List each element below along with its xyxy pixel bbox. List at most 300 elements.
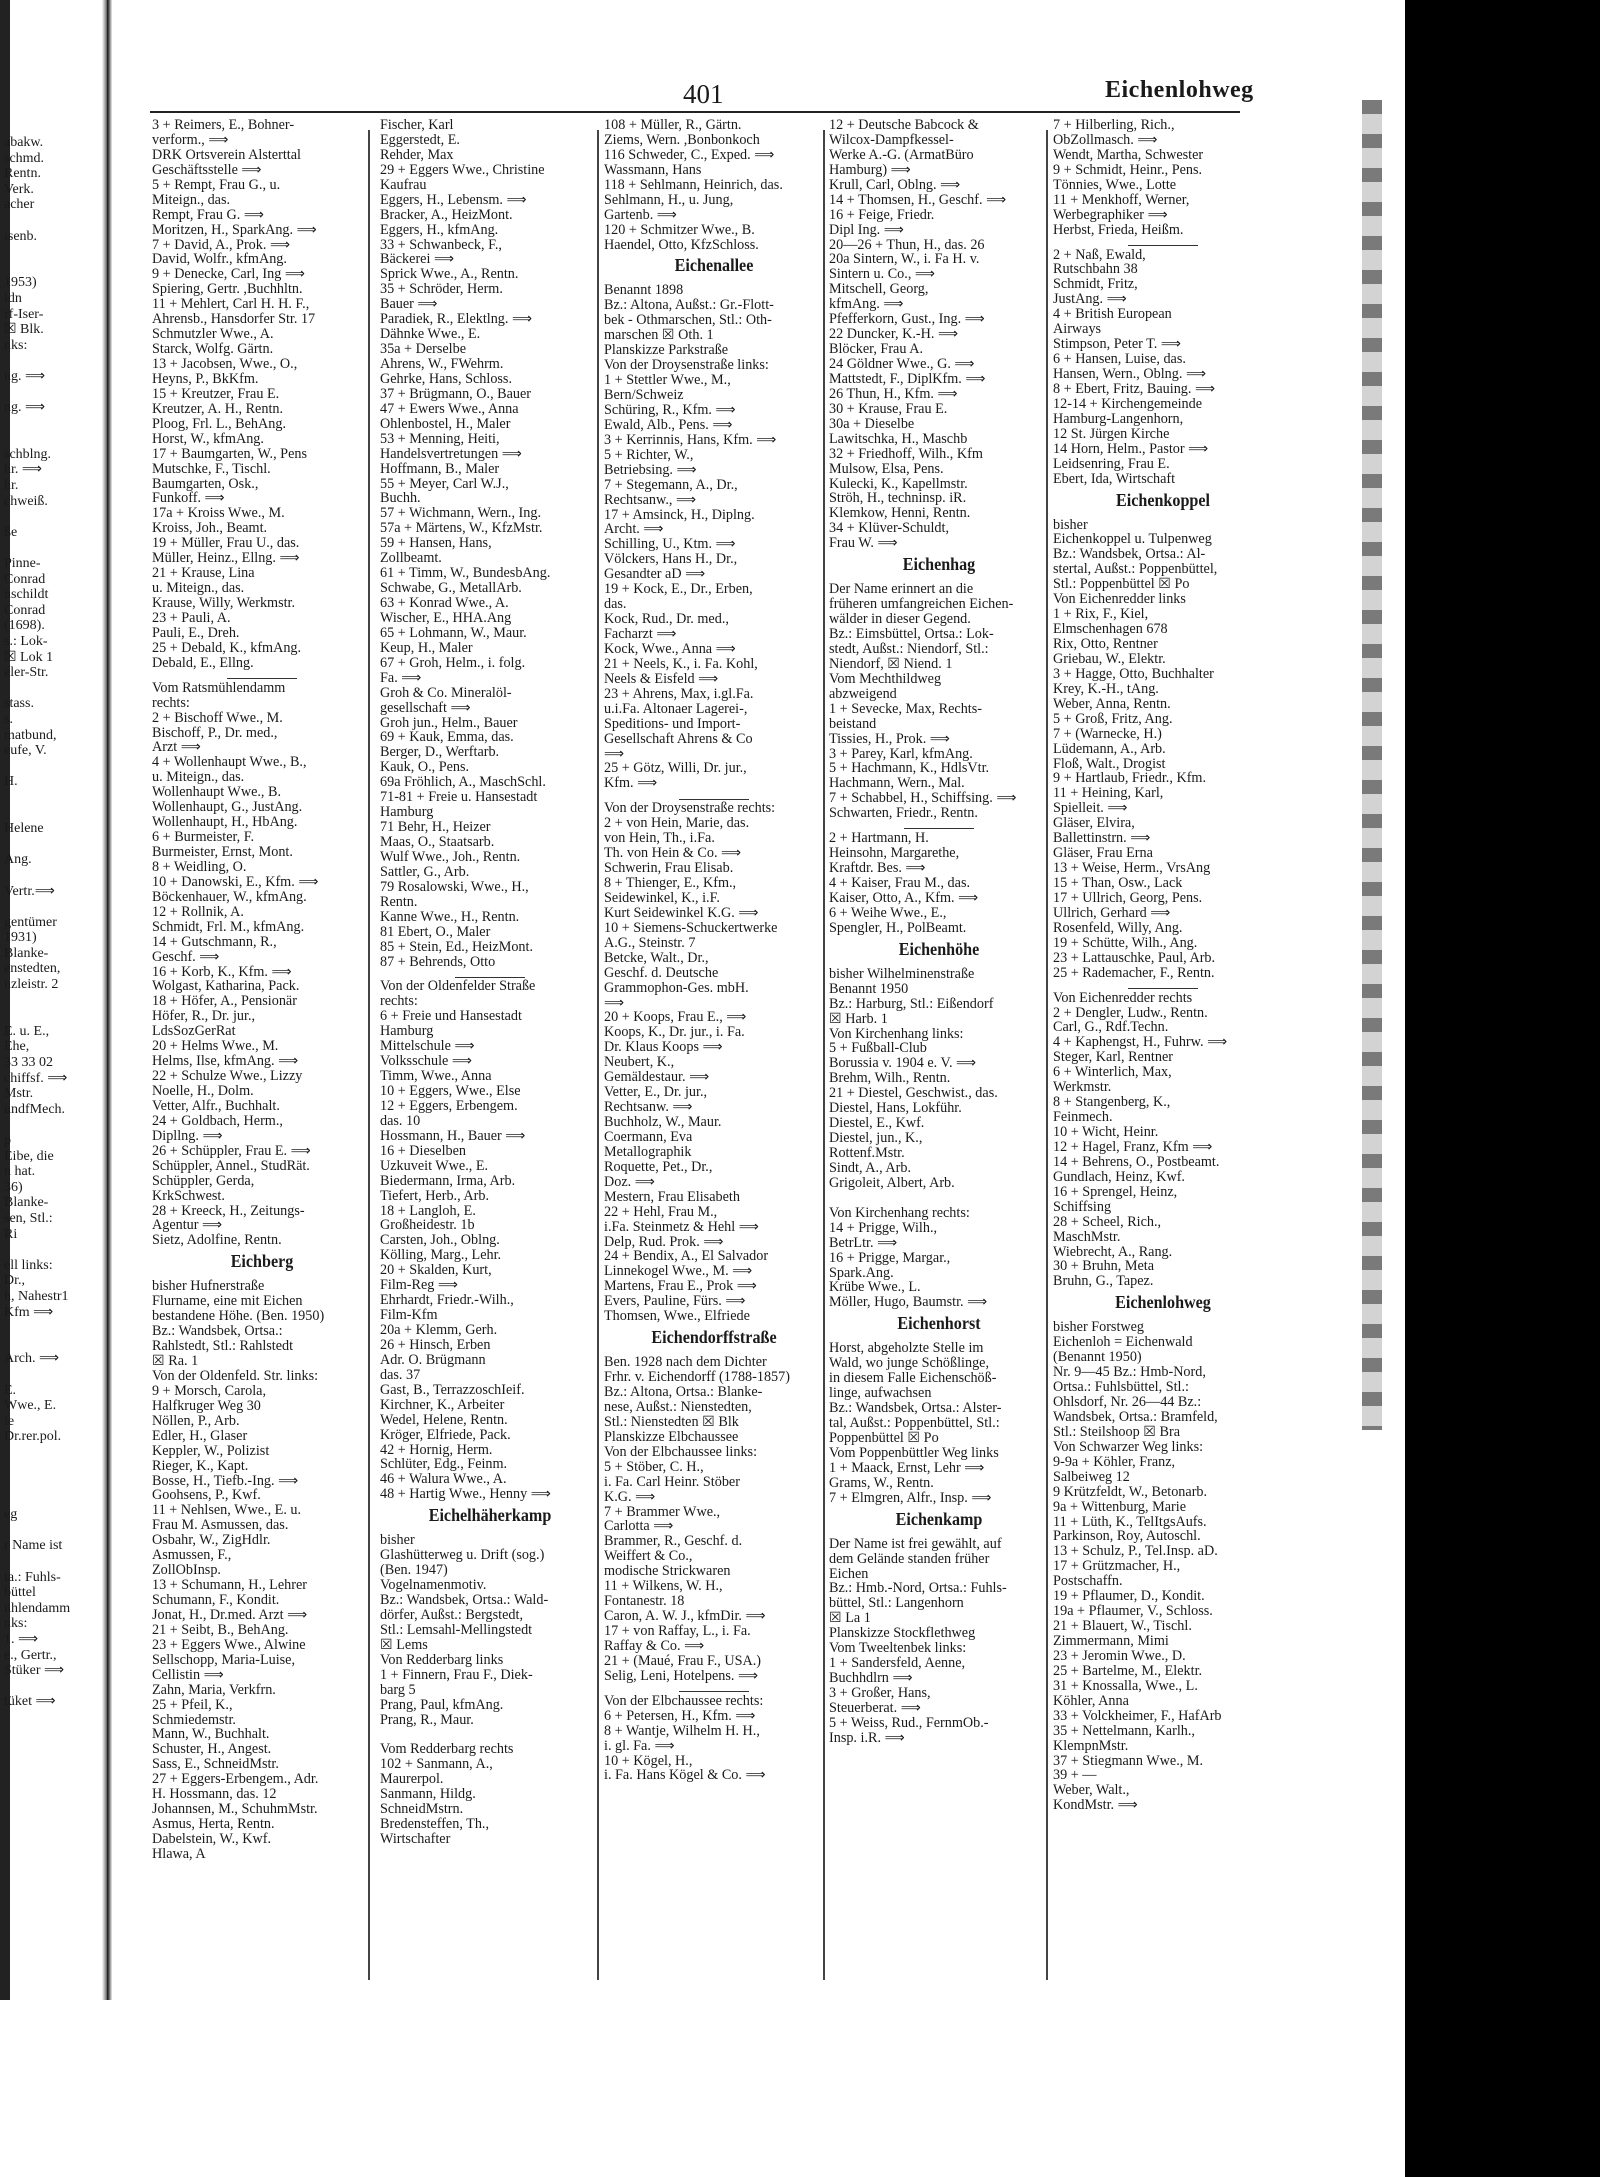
street-heading: Eichenhag (902, 554, 976, 575)
entry-line: Kröger, Elfriede, Pack. (380, 1426, 511, 1443)
entry-line: Hansen, Wern., Oblng. ⟹ (1053, 366, 1207, 382)
entry-line (380, 1727, 600, 1742)
entry-line: Brammer, R., Geschf. d. (604, 1533, 743, 1550)
entry-line: Doz. ⟹ (604, 1173, 656, 1190)
entry-line: Ströh, H., techninsp. iR. (829, 490, 967, 507)
entry-line: 24 + Bendix, A., El Salvador (604, 1248, 769, 1265)
entry-line: Funkoff. ⟹ (152, 490, 225, 507)
entry-line: 13 + Weise, Herm., VrsAng (1053, 860, 1211, 877)
entry-line: Von Schwarzer Weg links: (1053, 1438, 1204, 1455)
street-heading: Eichberg (230, 1251, 294, 1272)
fragment-line (4, 385, 98, 401)
entry-line: 24 + Goldbach, Herm., (152, 1112, 283, 1129)
fragment-line: chweiß. (4, 493, 48, 509)
entry-line: Ortsa.: Fuhlsbüttel, Stl.: (1053, 1379, 1189, 1396)
entry-line: modische Strickwaren (604, 1563, 731, 1580)
entry-line: Klemkow, Henni, Rentn. (829, 505, 971, 522)
street-heading: Eichenkoppel (1116, 489, 1210, 510)
entry-line: Bz.: Altona, Außst.: Gr.-Flott- (604, 297, 774, 314)
entry-line: Dähnke Wwe., E. (380, 326, 481, 343)
entry-line: 20a Sintern, W., i. Fa H. v. (829, 251, 980, 268)
entry-line: Hamburg (380, 804, 434, 821)
fragment-line: ☒ Blk. (4, 322, 44, 338)
entry-line: 3 + Hagge, Otto, Buchhalter (1053, 665, 1214, 682)
entry-line: 102 + Sanmann, A., (380, 1756, 493, 1773)
entry-line: Bz.: Altona, Ortsa.: Blanke- (604, 1384, 763, 1400)
entry-line: 17a + Kroiss Wwe., M. (152, 505, 285, 522)
entry-line: Biedermann, Irma, Arb. (380, 1172, 516, 1189)
fragment-line: gentümer (4, 914, 57, 930)
entry-line: Hamburg) ⟹ (829, 161, 911, 178)
entry-line: 17 + von Raffay, L., i. Fa. (604, 1623, 751, 1639)
entry-line: Blöcker, Frau A. (829, 341, 923, 358)
column-divider (1046, 130, 1048, 1980)
fragment-line: Blanke- (4, 1195, 49, 1211)
entry-line: 3 + Reimers, E., Bohner- (152, 118, 295, 133)
entry-line: Paradiek, R., Elektlng. ⟹ (380, 311, 533, 328)
entry-line: i. gl. Fa. ⟹ (604, 1737, 675, 1754)
entry-line: Carl, G., Rdf.Techn. (1053, 1019, 1169, 1036)
entry-line: Wulf Wwe., Joh., Rentn. (380, 848, 521, 865)
entry-line: bisher Forstweg (1053, 1319, 1145, 1336)
entry-line: Wassmann, Hans (604, 161, 702, 178)
entry-line: dem Gelände standen früher (829, 1550, 990, 1567)
fragment-line: büttel (4, 1585, 36, 1601)
entry-line: 19 + Schütte, Wilh., Ang. (1053, 934, 1198, 951)
fragment-line: Dr., (4, 1273, 25, 1289)
entry-line: rechts: (380, 993, 418, 1010)
fragment-line: 1953) (4, 275, 37, 291)
entry-line: 59 + Hansen, Hans, (380, 535, 492, 552)
street-heading: Eichenhöhe (898, 938, 980, 959)
entry-line: 25 + Debald, K., kfmAng. (152, 639, 302, 656)
entry-line: Zahn, Maria, Verkfrn. (152, 1681, 276, 1698)
entry-line: 39 + — (1053, 1767, 1097, 1784)
entry-line: LdsSozGerRat (152, 1023, 236, 1040)
entry-line: Goohsens, P., Kwf. (152, 1487, 261, 1504)
entry-line: Insp. i.R. ⟹ (829, 1729, 905, 1746)
fragment-line: (1698). (4, 618, 45, 634)
entry-line: ZollObInsp. (152, 1562, 221, 1579)
entry-line: Wendt, Martha, Schwester (1053, 146, 1204, 163)
entry-line: das. (604, 596, 627, 613)
entry-line: 28 + Scheel, Rich., (1053, 1213, 1162, 1230)
fragment-line: Kfm ⟹ (4, 1304, 54, 1320)
entry-line: 22 + Hehl, Frau M., (604, 1203, 718, 1220)
fragment-line (4, 416, 98, 432)
entry-line: Der Name erinnert an die (829, 581, 974, 598)
entry-line: 16 + Sprengel, Heinz, (1053, 1183, 1178, 1200)
entry-line: Bosse, H., Tiefb.-Ing. ⟹ (152, 1472, 299, 1489)
entry-line: 19 + Kock, E., Dr., Erben, (604, 581, 753, 598)
entry-line: 67 + Groh, Helm., i. folg. (380, 654, 526, 671)
entry-line: 116 Schweder, C., Exped. ⟹ (604, 146, 775, 163)
entry-line: Von der Droysenstraße rechts: (604, 800, 776, 817)
entry-line: 30 + Bruhn, Meta (1053, 1258, 1154, 1275)
entry-line: Handelsvertretungen ⟹ (380, 445, 523, 462)
column-divider (368, 130, 370, 1980)
entry-line: Gundlach, Heinz, Kwf. (1053, 1168, 1185, 1185)
entry-line: 22 Duncker, K.-H. ⟹ (829, 326, 959, 343)
entry-line: 15 + Kreutzer, Frau E. (152, 385, 280, 402)
entry-line: Ploog, Frl. L., BehAng. (152, 415, 286, 432)
entry-line: Delp, Rud. Prok. ⟹ (604, 1233, 724, 1250)
fragment-line (4, 681, 98, 697)
entry-line: Von der Oldenfelder Straße (380, 978, 536, 995)
fragment-line: abakw. (4, 135, 44, 150)
fragment-line (4, 759, 98, 775)
section-separator (1053, 238, 1273, 248)
entry-line: 7 + Stegemann, A., Dr., (604, 476, 738, 493)
entry-line: Bz.: Wandsbek, Ortsa.: Al- (1053, 546, 1206, 563)
fragment-line: ☒ Lok 1 (4, 649, 54, 665)
fragment-line: Vertr.⟹ (4, 883, 55, 899)
entry-line: JustAng. ⟹ (1053, 291, 1127, 308)
entry-line: Vetter, Alfr., Buchhalt. (152, 1097, 280, 1114)
entry-line: u. Miteign., das. (152, 769, 245, 786)
entry-line: Betriebsing. ⟹ (604, 461, 697, 478)
entry-line: 13 + Schulz, P., Tel.Insp. aD. (1053, 1543, 1218, 1560)
entry-line: bisher Wilhelminenstraße (829, 965, 975, 982)
fragment-line: ta.: Fuhls- (4, 1569, 61, 1585)
entry-line: 2 + Naß, Ewald, (1053, 246, 1146, 263)
fragment-line (4, 1320, 98, 1336)
entry-line: 20 + Helms Wwe., M. (152, 1038, 279, 1055)
entry-line: verform., ⟹ (152, 131, 229, 148)
fragment-line (4, 1008, 98, 1024)
entry-line: u.i.Fa. Altonaer Lagerei-, (604, 700, 748, 717)
entry-line: 16 + Dieselben (380, 1142, 467, 1159)
entry-line: 5 + Rempt, Frau G., u. (152, 176, 281, 193)
fragment-line: matbund, (4, 727, 57, 743)
entry-line: Schumann, F., Kondit. (152, 1592, 280, 1608)
fragment-line: p (4, 1133, 11, 1148)
entry-line: 24 Göldner Wwe., G. ⟹ (829, 356, 975, 372)
entry-line: Kauk, O., Pens. (380, 759, 470, 776)
entry-line: Höfer, R., Dr. jur., (152, 1008, 256, 1025)
entry-line: Stl.: Lemsahl-Mellingstedt (380, 1621, 533, 1638)
entry-line: Großheidestr. 1b (380, 1217, 475, 1234)
entry-line: Flurname, eine mit Eichen (152, 1293, 303, 1310)
entry-line: 47 + Ewers Wwe., Anna (380, 400, 519, 417)
entry-line: 8 + Thienger, E., Kfm., (604, 875, 737, 891)
entry-line: Mitschell, Georg, (829, 281, 929, 298)
entry-line: Spark.Ang. (829, 1264, 894, 1281)
entry-line: 53 + Menning, Heiti, (380, 430, 500, 447)
fragment-line (4, 353, 98, 369)
entry-line: Ehrhardt, Friedr.-Wilh., (380, 1292, 514, 1309)
fragment-line: Conrad (4, 602, 46, 618)
entry-line: Bz.: Harburg, Stl.: Eißendorf (829, 995, 994, 1012)
entry-line: Keppler, W., Polizist (152, 1442, 270, 1459)
entry-line: David, Wolfr., kfmAng. (152, 251, 287, 268)
fragment-line: Dr.rer.pol. (4, 1429, 62, 1445)
entry-line: Adr. O. Brügmann (380, 1351, 486, 1368)
fragment-line: eufe, V. (4, 743, 47, 759)
entry-line: Pfefferkorn, Gust., Ing. ⟹ (829, 311, 986, 328)
entry-line: Vom Poppenbüttler Weg links (829, 1444, 999, 1461)
entry-line: Roquette, Pet., Dr., (604, 1158, 713, 1175)
entry-line: 37 + Brügmann, O., Bauer (380, 385, 532, 402)
entry-line: ⟹ (604, 745, 625, 762)
fragment-line: Ri (4, 1226, 18, 1242)
entry-line: Rutschbahn 38 (1053, 261, 1138, 278)
entry-line: 57a + Märtens, W., KfzMstr. (380, 520, 543, 537)
entry-line: 17 + Baumgarten, W., Pens (152, 445, 307, 462)
entry-line: 11 + Heining, Karl, (1053, 785, 1164, 802)
column-2 (380, 118, 600, 1998)
entry-line: Rieger, K., Kapt. (152, 1457, 249, 1474)
entry-line: Sehlmann, H., u. Jung, (604, 191, 734, 208)
fragment-line: ng. ⟹ (4, 400, 46, 416)
entry-line: 5 + Hachmann, K., HdlsVtr. (829, 760, 990, 777)
fragment-line: nzleistr. 2 (4, 977, 59, 993)
entry-line: 4 + Wollenhaupt Wwe., B., (152, 754, 307, 771)
entry-line: Zimmermann, Mimi (1053, 1633, 1169, 1649)
entry-line: Geschf. d. Deutsche (604, 964, 719, 981)
entry-line: 34 + Klüver-Schuldt, (829, 520, 950, 537)
entry-line: Steuerberat. ⟹ (829, 1699, 922, 1716)
fragment-line: Wwe., E. (4, 1398, 57, 1414)
fragment-line: Ang. (4, 852, 32, 868)
entry-line: Gartenb. ⟹ (604, 206, 678, 223)
fragment-line (4, 1242, 98, 1258)
entry-line: Maurerpol. (380, 1771, 444, 1788)
entry-line: 10 + Siemens-Schuckertwerke (604, 919, 778, 936)
entry-line: 10 + Wicht, Heinr. (1053, 1124, 1159, 1140)
entry-line: 9 + Morsch, Carola, (152, 1382, 266, 1399)
entry-line: linge, aufwachsen (829, 1385, 932, 1402)
entry-line: Airways (1053, 321, 1102, 338)
entry-line: 5 + Stöber, C. H., (604, 1458, 704, 1475)
fragment-line: ie (4, 1413, 15, 1429)
entry-line: Mittelschule ⟹ (380, 1038, 475, 1055)
entry-line: Rottenf.Mstr. (829, 1145, 905, 1161)
entry-line: Kirchner, K., Arbeiter (380, 1396, 505, 1413)
entry-line: 16 + Prigge, Margar., (829, 1249, 951, 1266)
entry-line: Schwerin, Frau Elisab. (604, 860, 734, 877)
entry-line: 79 Rosalowski, Wwe., H., (380, 878, 529, 895)
entry-line: 17 + Ullrich, Georg, Pens. (1053, 889, 1203, 906)
entry-line: Kaufrau (380, 176, 427, 193)
entry-line: 27 + Eggers-Erbengem., Adr. (152, 1771, 319, 1788)
entry-line: Thomsen, Wwe., Elfriede (604, 1308, 750, 1325)
entry-line: Heinsohn, Margarethe, (829, 845, 960, 862)
entry-line: Dipl Ing. ⟹ (829, 221, 905, 238)
entry-line: Gesandter aD ⟹ (604, 566, 706, 583)
entry-line: 25 + Bartelme, M., Elektr. (1053, 1662, 1203, 1679)
entry-line: Vetter, E., Dr. jur., (604, 1084, 708, 1101)
entry-line: Planskizze Elbchaussee (604, 1428, 739, 1445)
entry-line: 10 + Danowski, E., Kfm. ⟹ (152, 873, 319, 890)
fragment-line: enstedten, (4, 961, 61, 977)
entry-line: 42 + Hornig, Herm. (380, 1441, 493, 1458)
entry-line: 21 + Diestel, Geschwist., das. (829, 1085, 998, 1102)
entry-line: 3 + Großer, Hans, (829, 1685, 931, 1701)
fragment-line: schblng. (4, 446, 52, 462)
entry-line: Fa. ⟹ (380, 669, 422, 686)
fragment-line (4, 1492, 98, 1508)
entry-line: 46 + Walura Wwe., A. (380, 1471, 507, 1488)
entry-line: Baumgarten, Osk., (152, 475, 259, 492)
entry-line: barg 5 (380, 1681, 416, 1698)
entry-line: Linnekogel Wwe., M. ⟹ (604, 1263, 753, 1280)
entry-line: Werkmstr. (1053, 1079, 1112, 1096)
entry-line: Miteign., das. (152, 191, 231, 208)
entry-line: 4 + British European (1053, 306, 1172, 323)
entry-line: Sintern u. Co., ⟹ (829, 266, 936, 283)
entry-line: Bern/Schweiz (604, 387, 684, 403)
entry-line: Buchholz, W., Maur. (604, 1114, 722, 1130)
entry-line: 21 + Blauert, W., Tischl. (1053, 1618, 1192, 1635)
entry-line (829, 1191, 1049, 1206)
entry-line: Hossmann, H., Bauer ⟹ (380, 1127, 526, 1144)
entry-line: Gemäldestaur. ⟹ (604, 1069, 710, 1086)
fragment-line: ße (4, 524, 18, 540)
fragment-line: undfMech. (4, 1101, 66, 1117)
column-divider (823, 130, 825, 1980)
entry-line: Ahrens, W., FWehrm. (380, 356, 504, 372)
entry-line: Wirtschafter (380, 1831, 451, 1847)
entry-line: Rentn. (380, 893, 418, 910)
entry-line: 17 + Amsinck, H., Diplng. (604, 506, 755, 523)
fragment-line: H. (4, 774, 18, 790)
entry-line: Sindt, A., Arb. (829, 1159, 911, 1176)
entry-line: Eggerstedt, E. (380, 131, 460, 148)
entry-line: 14 + Behrens, O., Postbeamt. (1053, 1153, 1220, 1170)
entry-line: Mutschke, F., Tischl. (152, 460, 271, 477)
entry-line: Bischoff, P., Dr. med., (152, 724, 278, 741)
entry-line: bisher (380, 1532, 415, 1549)
entry-line: Stl.: Poppenbüttel ☒ Po (1053, 576, 1190, 593)
entry-line: Uzkuveit Wwe., E. (380, 1157, 489, 1174)
entry-line: 20a + Klemm, Gerh. (380, 1322, 498, 1338)
entry-line: Gesellschaft Ahrens & Co (604, 730, 753, 747)
entry-line: Eichenkoppel u. Tulpenweg (1053, 531, 1212, 548)
entry-line: (Ben. 1947) (380, 1562, 448, 1579)
column-5 (1053, 118, 1273, 1998)
entry-line: Hlawa, A (152, 1845, 206, 1862)
entry-line: Vogelnamenmotiv. (380, 1577, 487, 1594)
entry-line: 8 + Ebert, Fritz, Bauing. ⟹ (1053, 380, 1216, 397)
entry-line: 69a Fröhlich, A., MaschSchl. (380, 774, 546, 791)
entry-line: Eichen (829, 1565, 869, 1582)
entry-line: 12-14 + Kirchengemeinde (1053, 395, 1203, 412)
entry-line: Asmus, Herta, Rentn. (152, 1816, 275, 1833)
fragment-line: r Name ist (4, 1538, 63, 1554)
entry-line: 5 + Weiss, Rud., FernmOb.- (829, 1714, 989, 1731)
fragment-line: stass. (4, 696, 34, 712)
entry-line: Bredensteffen, Th., (380, 1816, 490, 1833)
entry-line: 118 + Sehlmann, Heinrich, das. (604, 176, 783, 193)
entry-line: tal, Außst.: Poppenbüttel, Stl.: (829, 1415, 1000, 1431)
fragment-line (4, 1336, 98, 1352)
entry-line: Schüppler, Gerda, (152, 1172, 255, 1189)
fragment-line: Ehe, (4, 1039, 30, 1055)
entry-line: Bz.: Hmb.-Nord, Ortsa.: Fuhls- (829, 1580, 1007, 1597)
entry-line: Schlüter, Edg., Feinm. (380, 1456, 508, 1473)
entry-line: Rix, Otto, Rentner (1053, 636, 1158, 652)
entry-line: Carlotta ⟹ (604, 1518, 674, 1535)
entry-line: Th. von Hein & Co. ⟹ (604, 845, 742, 862)
fragment-line: E. u. E., (4, 1023, 50, 1039)
entry-line: ☒ Lems (380, 1636, 428, 1653)
entry-line: 5 + Groß, Fritz, Ang. (1053, 710, 1173, 727)
entry-line: Lüdemann, A., Arb. (1053, 740, 1166, 757)
fragment-line: ldn (4, 290, 22, 306)
entry-line: 11 + Nehlsen, Wwe., E. u. (152, 1502, 302, 1519)
entry-line: Buchh. (380, 490, 421, 507)
entry-line: beistand (829, 715, 877, 732)
entry-line: Dipllng. ⟹ (152, 1127, 223, 1144)
entry-line: Parkinson, Roy, Autoschl. (1053, 1528, 1201, 1545)
entry-line: Kölling, Marg., Lehr. (380, 1247, 502, 1264)
entry-line: Der Name ist frei gewählt, auf (829, 1535, 1002, 1552)
page-number: 401 (683, 79, 724, 109)
entry-line: Gläser, Elvira, (1053, 815, 1135, 832)
fragment-line: nks: (4, 1616, 28, 1632)
entry-line: ⟹ (604, 994, 625, 1011)
entry-line: Frau W. ⟹ (829, 535, 898, 552)
entry-line: 18 + Höfer, A., Pensionär (152, 993, 297, 1010)
entry-line: Selig, Leni, Hotelpens. ⟹ (604, 1667, 759, 1684)
entry-line: 7 + Elmgren, Alfr., Insp. ⟹ (829, 1489, 992, 1506)
entry-line: 30 + Krause, Frau E. (829, 400, 948, 417)
entry-line: bisher Hufnerstraße (152, 1278, 265, 1295)
entry-line: Ebert, Ida, Wirtschaft (1053, 470, 1176, 487)
entry-line: Ziems, Wern. ,Bonbonkoch (604, 131, 760, 148)
entry-line: 7 + Schabbel, H., Schiffsing. ⟹ (829, 790, 1017, 807)
street-heading: Eichelhäherkamp (428, 1505, 552, 1526)
entry-line: Poppenbüttel ☒ Po (829, 1429, 939, 1446)
entry-line: Helms, Ilse, kfmAng. ⟹ (152, 1053, 299, 1070)
entry-line: Rehder, Max (380, 146, 454, 163)
entry-line: KrkSchwest. (152, 1187, 225, 1204)
entry-line: 19a + Pflaumer, V., Schloss. (1053, 1603, 1213, 1620)
entry-line: das. 10 (380, 1112, 421, 1129)
entry-line: 19 + Müller, Frau U., das. (152, 535, 300, 552)
entry-line: Frau M. Asmussen, das. (152, 1517, 289, 1534)
entry-line: Gast, B., TerrazzoschIeif. (380, 1381, 525, 1398)
fragment-line: Helene (4, 821, 44, 837)
entry-line: Griebau, W., Elektr. (1053, 650, 1166, 667)
fragment-line: Mstr. (4, 1086, 34, 1102)
entry-line: 14 Horn, Helm., Pastor ⟹ (1053, 440, 1209, 457)
entry-line: Raffay & Co. ⟹ (604, 1637, 705, 1654)
entry-line: 8 + Weidling, O. (152, 858, 247, 875)
entry-line: 13 + Jacobsen, Wwe., O., (152, 356, 298, 372)
entry-line: K.G. ⟹ (604, 1488, 656, 1505)
entry-line: Von der Elbchaussee rechts: (604, 1692, 764, 1709)
fragment-line (4, 1117, 98, 1133)
entry-line: 5 + Richter, W., (604, 446, 694, 463)
entry-line: 8 + Stangenberg, K., (1053, 1094, 1171, 1111)
fragment-line: ell links: (4, 1257, 53, 1273)
entry-line: Feinmech. (1053, 1109, 1113, 1126)
entry-line: 6 + Hansen, Luise, das. (1053, 351, 1186, 368)
entry-line: Schwabe, G., MetallArb. (380, 580, 522, 597)
entry-line: Wollenhaupt, H., HbAng. (152, 814, 298, 831)
entry-line: Bz.: Wandsbek, Ortsa.: (152, 1323, 283, 1340)
entry-line: abzweigend (829, 685, 897, 702)
entry-line: 9 + Schmidt, Heinr., Pens. (1053, 161, 1203, 178)
fragment-line: nschildt (4, 587, 49, 603)
fragment-line (4, 1679, 98, 1695)
entry-line: Kulecki, K., Kapellmstr. (829, 475, 968, 492)
entry-line: Bz.: Wandsbek, Ortsa.: Wald- (380, 1592, 549, 1608)
entry-line: Weber, Walt., (1053, 1782, 1130, 1799)
entry-line: 35 + Nettelmann, Karlh., (1053, 1722, 1195, 1739)
